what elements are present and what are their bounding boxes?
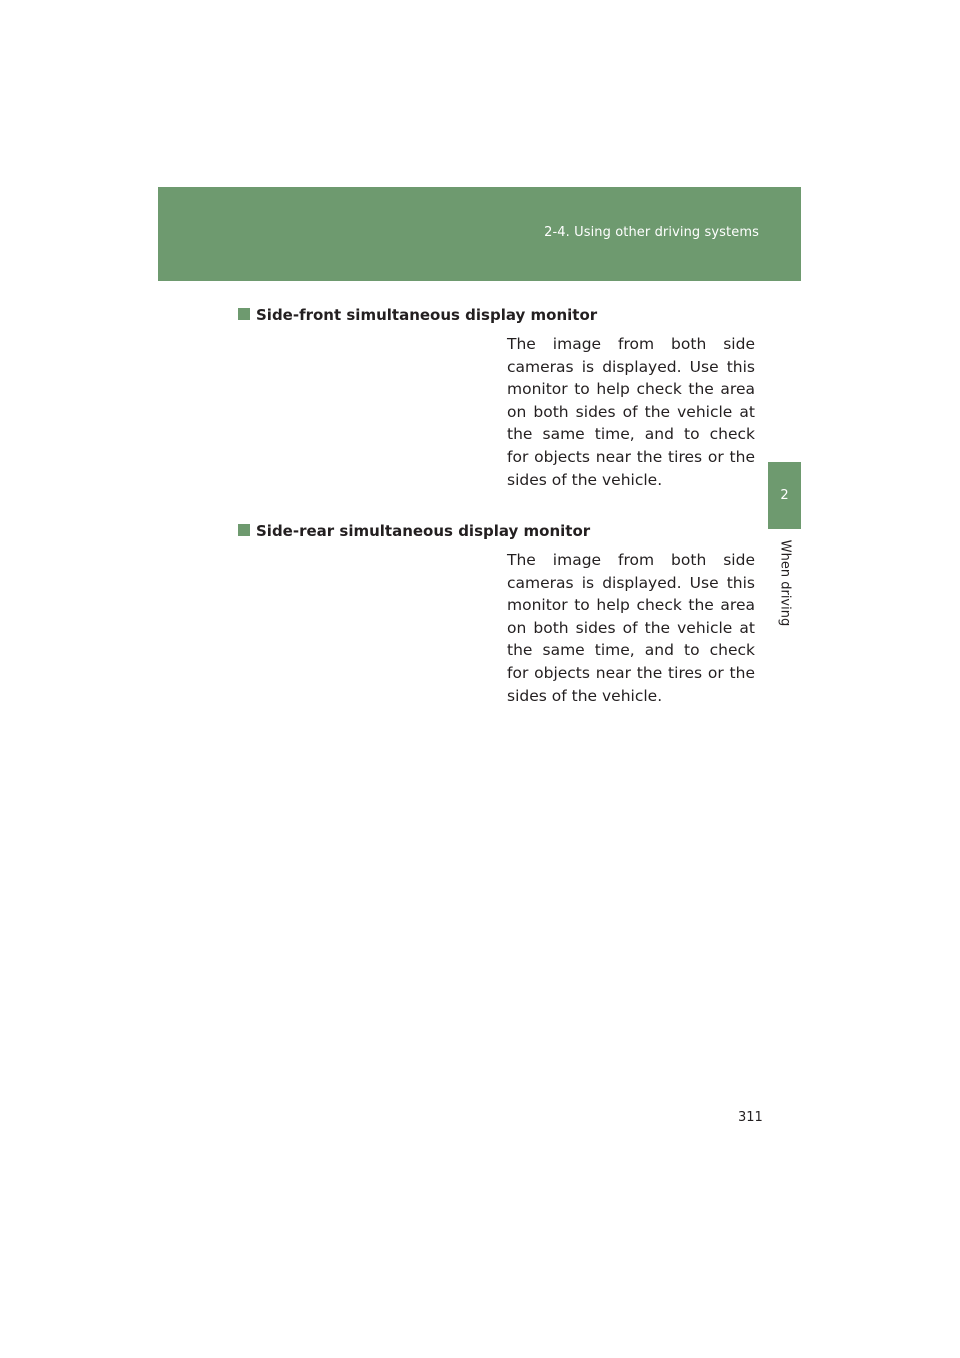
- section-heading-text: Side-front simultaneous display monitor: [256, 306, 598, 324]
- chapter-label: When driving: [777, 539, 793, 627]
- chapter-number: 2: [780, 488, 789, 503]
- section-body-side-rear: The image from both side cameras is displayed. Use this monitor to help check the area on both sides of the vehicle at the same time, and to check for objects near the tires or the sides of the vehicle.: [507, 551, 755, 705]
- page-number: 311: [738, 1110, 763, 1125]
- section-body-side-front: The image from both side cameras is displayed. Use this monitor to help check the area on both sides of the vehicle at the same time, and to check for objects near the tires or the sides of the vehicle.: [507, 335, 755, 489]
- chapter-tab: [768, 462, 801, 529]
- section-heading-text: Side-rear simultaneous display monitor: [256, 522, 591, 540]
- square-bullet-icon: [238, 308, 250, 320]
- header-band: [158, 187, 801, 281]
- square-bullet-icon: [238, 524, 250, 536]
- section-heading-side-front: [238, 306, 597, 324]
- section-heading-side-rear: [238, 522, 590, 540]
- section-title: 2-4. Using other driving systems: [544, 225, 759, 240]
